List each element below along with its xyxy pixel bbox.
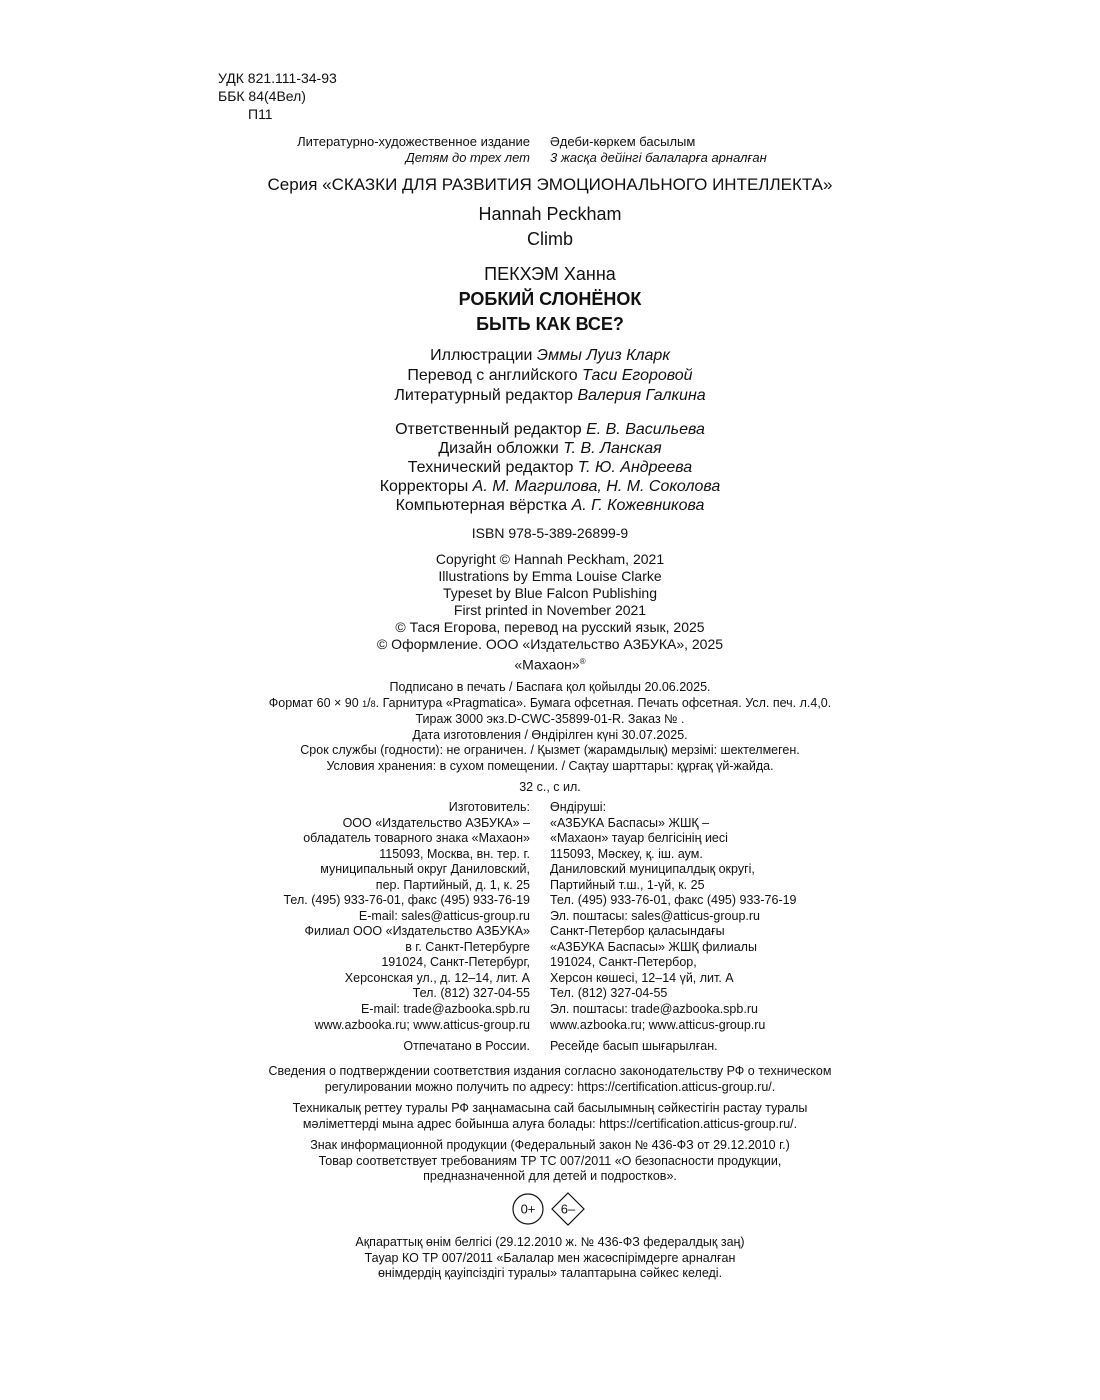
copyright-line: Illustrations by Emma Louise Clarke xyxy=(438,568,662,584)
age-marks xyxy=(510,1190,590,1228)
printed-in xyxy=(150,1039,950,1055)
made-date: Дата изготовления / Өндірілген күні 30.07.2025. xyxy=(412,727,688,742)
original-info xyxy=(150,202,950,252)
website-kz: www.azbooka.ru; www.atticus-group.ru xyxy=(550,1018,766,1032)
udk-code: УДК 821.111-34-93 xyxy=(218,70,337,86)
registered-mark: ® xyxy=(579,657,586,666)
staff-chief-editor: Ответственный редактор Е. В. Васильева xyxy=(395,421,705,438)
original-author: Hannah Peckham xyxy=(478,204,622,224)
edition-type xyxy=(150,134,950,166)
edition-type-kz: Әдеби-көркем басылым xyxy=(550,134,696,149)
edition-type-ru: Литературно-художественное издание xyxy=(297,134,530,149)
signed-date: Подписано в печать / Баспаға қол қойылды 20.06.2025. xyxy=(389,680,711,694)
printed-in-ru: Отпечатано в России. xyxy=(403,1039,530,1053)
branch-ru: Филиал ООО «Издательство АЗБУКА» в г. Санкт-Петербурге 191024, Санкт-Петербург, Херсонская ул., д. 12–14, лит. А Тел. (812) 327-04-55 E-mail: trade@azbooka.spb.ru xyxy=(304,924,530,1016)
branch-block xyxy=(150,924,950,1017)
branch-kz: Санкт-Петербор қаласындағы «АЗБУКА Баспасы» ЖШҚ филиалы 191024, Санкт-Петербор, Херсон көшесі, 12–14 үй, лит. А Тел. (812) 327-04-55 Эл. поштасы: trade@azbooka.spb.ru xyxy=(550,924,758,1016)
classification-codes xyxy=(218,69,337,123)
certification-ru: Сведения о подтверждении соответствия издания согласно законодательству РФ о техническом регулировании можно получить по адресу: https://certification.atticus-group.ru/. xyxy=(268,1064,832,1094)
book-title-1: РОБКИЙ СЛОНЁНОК xyxy=(458,289,642,309)
series-title: Серия «СКАЗКИ ДЛЯ РАЗВИТИЯ ЭМОЦИОНАЛЬНОГО ИНТЕЛЛЕКТА» xyxy=(267,175,833,194)
credits-block xyxy=(150,346,950,406)
service-life: Срок службы (годности): не ограничен. / Қызмет (жарамдылық) мерзімі: шектелмеген. xyxy=(300,743,800,757)
format-line: Формат 60 × 90 1/8. Гарнитура «Pragmatica». Бумага офсетная. Печать офсетная. Усл. печ. л.4,0. xyxy=(268,695,832,710)
age-mark-0plus: 0+ xyxy=(520,1201,536,1217)
staff-cover-design: Дизайн обложки Т. В. Ланская xyxy=(438,440,662,457)
credit-illustrations: Иллюстрации Эммы Луиз Кларк xyxy=(430,347,670,364)
copyright-line: Typeset by Blue Falcon Publishing xyxy=(442,585,657,601)
websites xyxy=(150,1018,950,1034)
original-title: Climb xyxy=(526,229,573,249)
manufacturer-kz: Өндіруші: «АЗБУКА Баспасы» ЖШҚ – «Махаон» тауар белгісінің иесі 115093, Мәскеу, қ. іш. аум. Даниловский муниципалдық округі, Партийный т.ш., 1-үй, к. 25 Тел. (495) 933-76-01, факс (495) 933-76-19 Эл. поштасы: sales@atticus-group.ru xyxy=(550,800,797,923)
bbk-code: ББК 84(4Вел) xyxy=(218,88,306,104)
age-note-kz: 3 жасқа дейінгі балаларға арналған xyxy=(550,150,767,165)
copyright-line: Copyright © Hannah Peckham, 2021 xyxy=(435,551,665,567)
copyright-line: © Оформление. ООО «Издательство АЗБУКА», 2025 xyxy=(376,636,724,652)
age-note-ru: Детям до трех лет xyxy=(405,150,530,165)
certification-kz: Техникалық реттеу туралы РФ заңнамасына сай басылымның сәйкестігін растау туралы мәліметтерді мына адрес бойынша алуға болады: https://certification.atticus-group.ru/. xyxy=(292,1101,808,1131)
website-ru: www.azbooka.ru; www.atticus-group.ru xyxy=(314,1018,530,1032)
staff-block xyxy=(150,420,950,515)
info-product-kz: Ақпараттық өнім белгісі (29.12.2010 ж. № 436-ФЗ федералдық заң) Тауар КО ТР 007/2011 «Балалар мен жасөспірімдерге арналған өнімдердің қауіпсіздігі туралы» талаптарына сәйкес келеді. xyxy=(355,1235,745,1280)
copyright-line: First printed in November 2021 xyxy=(453,602,647,618)
author-mark: П11 xyxy=(248,106,273,122)
manufacturer-block xyxy=(150,800,950,924)
staff-layout: Компьютерная вёрстка А. Г. Кожевникова xyxy=(395,497,705,514)
printed-in-kz: Ресейде басып шығарылған. xyxy=(550,1039,718,1053)
storage-conditions: Условия хранения: в сухом помещении. / Сақтау шарттары: құрғақ үй-жайда. xyxy=(326,758,774,773)
copyright-block xyxy=(150,551,950,674)
book-info xyxy=(150,262,950,337)
credit-editor: Литературный редактор Валерия Галкина xyxy=(394,387,706,404)
age-mark-6: 6– xyxy=(560,1201,576,1217)
imprint-brand: «Махаон»® xyxy=(514,656,586,673)
credit-translation: Перевод с английского Таси Егоровой xyxy=(407,367,693,384)
isbn: ISBN 978-5-389-26899-9 xyxy=(471,525,629,541)
run-line: Тираж 3000 экз.D-CWC-35899-01-R. Заказ № . xyxy=(415,712,685,726)
staff-tech-editor: Технический редактор Т. Ю. Андреева xyxy=(407,459,693,476)
book-author: ПЕКХЭМ Ханна xyxy=(484,264,616,284)
page-count: 32 с., с ил. xyxy=(519,780,581,794)
staff-proofreaders: Корректоры А. М. Магрилова, Н. М. Соколова xyxy=(379,478,721,495)
info-product-ru: Знак информационной продукции (Федеральный закон № 436-ФЗ от 29.12.2010 г.) Товар соответствует требованиям ТР ТС 007/2011 «О безопасности продукции, предназначенной для детей и подростков». xyxy=(310,1138,790,1183)
book-title-2: БЫТЬ КАК ВСЕ? xyxy=(476,314,624,334)
manufacturer-ru: Изготовитель: ООО «Издательство АЗБУКА» – обладатель товарного знака «Махаон» 115093, Москва, вн. тер. г. муниципальный округ Даниловский, пер. Партийный, д. 1, к. 25 Тел. (495) 933-76-01, факс (495) 933-76-19 E-mail: sales@atticus-group.ru xyxy=(283,800,530,923)
copyright-line: © Тася Егорова, перевод на русский язык, 2025 xyxy=(395,619,705,635)
print-info xyxy=(150,680,950,774)
